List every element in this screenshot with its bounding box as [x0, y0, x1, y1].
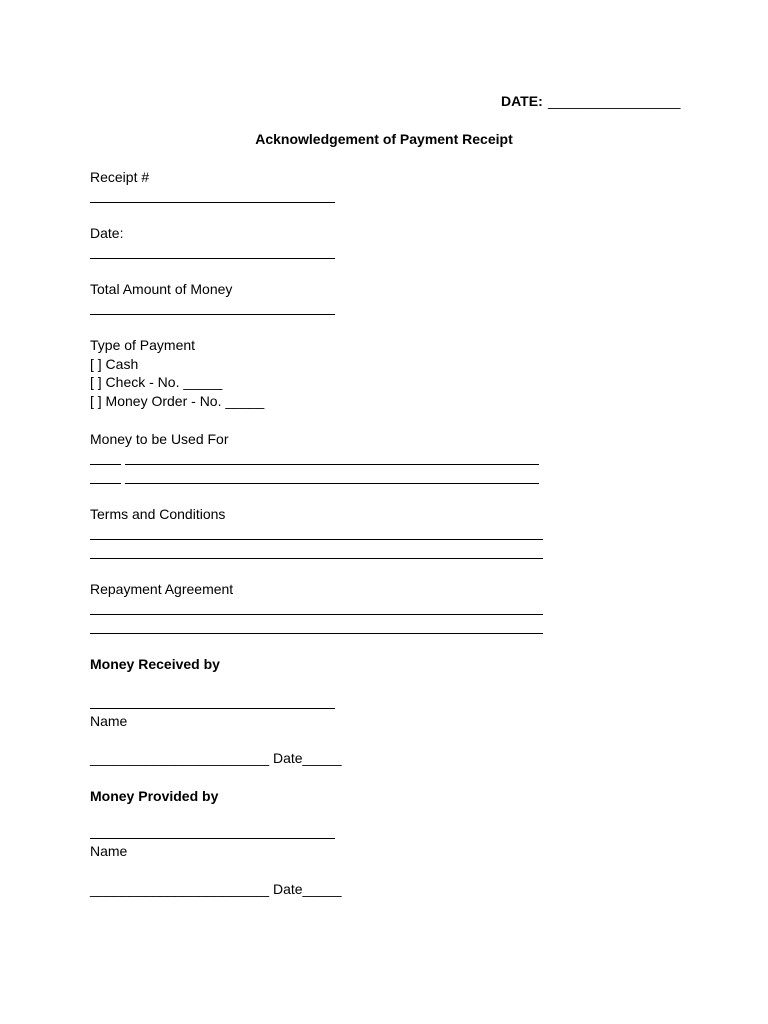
- date-label: Date:: [90, 225, 124, 241]
- provided-by-signature-line[interactable]: [90, 838, 335, 839]
- received-by-signature-line[interactable]: [90, 708, 335, 709]
- money-used-for-line-2-short[interactable]: [90, 483, 121, 484]
- received-by-date-line[interactable]: _______________________ Date_____: [90, 750, 342, 766]
- money-used-for-line-2[interactable]: [125, 483, 539, 484]
- terms-line-1[interactable]: [90, 539, 543, 540]
- repayment-line-1[interactable]: [90, 614, 543, 615]
- payment-option-cash[interactable]: [ ] Cash: [90, 356, 139, 372]
- total-amount-line[interactable]: [90, 314, 335, 315]
- received-by-heading: Money Received by: [90, 656, 220, 672]
- document-title: Acknowledgement of Payment Receipt: [255, 131, 513, 147]
- payment-option-money-order[interactable]: [ ] Money Order - No. _____: [90, 393, 265, 409]
- date-line[interactable]: [90, 258, 335, 259]
- header-date-blank[interactable]: _________________: [548, 93, 681, 109]
- receipt-number-label: Receipt #: [90, 169, 150, 185]
- provided-by-heading: Money Provided by: [90, 788, 219, 804]
- repayment-label: Repayment Agreement: [90, 581, 234, 597]
- terms-label: Terms and Conditions: [90, 506, 226, 522]
- money-used-for-line-1[interactable]: [125, 464, 539, 465]
- total-amount-label: Total Amount of Money: [90, 281, 233, 297]
- repayment-line-2[interactable]: [90, 633, 543, 634]
- money-used-for-line-1-short[interactable]: [90, 464, 121, 465]
- terms-line-2[interactable]: [90, 558, 543, 559]
- type-of-payment-label: Type of Payment: [90, 337, 196, 353]
- provided-by-name-label: Name: [90, 843, 128, 859]
- provided-by-date-line[interactable]: _______________________ Date_____: [90, 881, 342, 897]
- payment-option-check[interactable]: [ ] Check - No. _____: [90, 374, 223, 390]
- money-used-for-label: Money to be Used For: [90, 431, 229, 447]
- header-date-label: DATE:: [501, 93, 543, 109]
- received-by-name-label: Name: [90, 713, 128, 729]
- receipt-number-line[interactable]: [90, 202, 335, 203]
